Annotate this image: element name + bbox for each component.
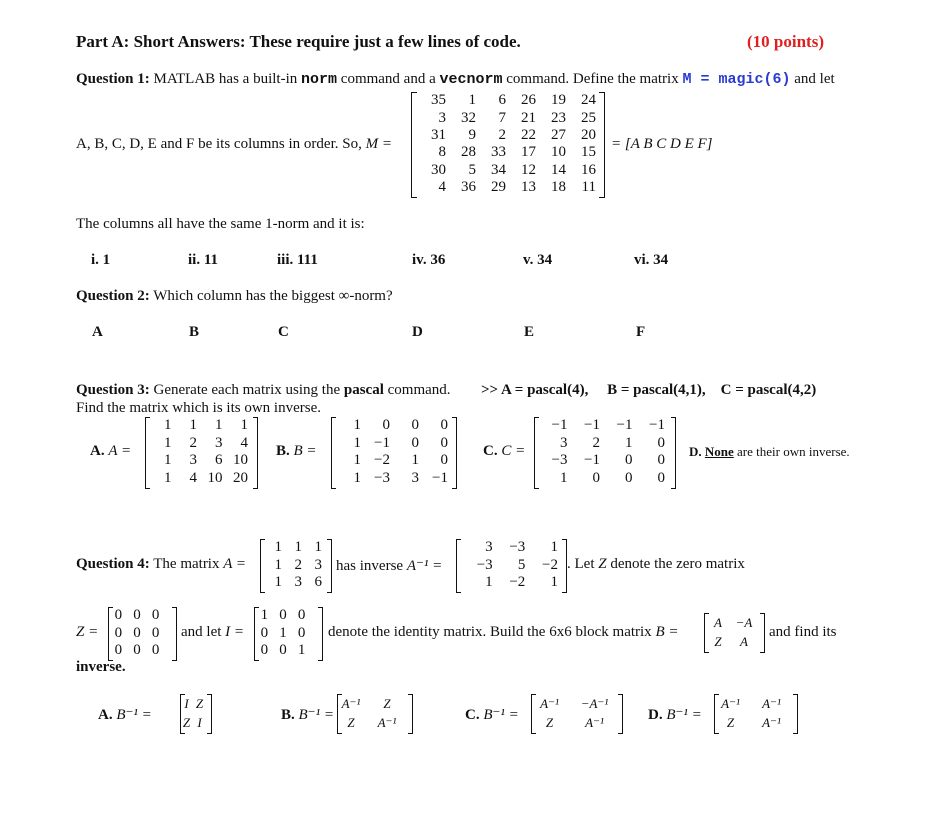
q3-c-right-bracket <box>671 417 676 489</box>
q1-prompt: The columns all have the same 1-norm and it is: <box>76 216 365 232</box>
matrix-cell: 21 <box>521 109 536 126</box>
q4-a-lhs: A = <box>223 556 246 572</box>
q4-opt-c-matrix <box>523 694 623 732</box>
matrix-cell: I <box>197 715 202 730</box>
matrix-cell: 1 <box>164 469 172 486</box>
matrix-cell: −3 <box>374 469 390 486</box>
q4-option-c[interactable] <box>465 705 519 724</box>
q4-opt-d-matrix <box>706 694 798 732</box>
matrix-cell: 7 <box>498 109 506 126</box>
matrix-cell: Z <box>714 634 722 649</box>
matrix-cell: 0 <box>657 452 665 469</box>
matrix-cell: 0 <box>279 641 287 658</box>
matrix-cell: 3 <box>189 452 197 469</box>
q4-option-a[interactable] <box>98 705 152 724</box>
q4-ainv-lhs: A⁻¹ = <box>406 558 443 574</box>
matrix-cell: 23 <box>551 109 566 126</box>
matrix-cell: 30 <box>431 161 446 178</box>
matrix-cell: −1 <box>374 434 390 451</box>
matrix-cell: Z <box>182 715 191 730</box>
matrix-cell: 6 <box>498 92 506 109</box>
q4-text-e: and find its <box>769 624 837 640</box>
matrix-cell: 4 <box>189 469 197 486</box>
matrix-cell: 0 <box>411 434 419 451</box>
q2-option-a[interactable]: A <box>92 324 103 340</box>
q3-b-lhs: B = <box>293 443 317 459</box>
matrix-cell: −A⁻¹ <box>580 696 609 711</box>
q3-d-text: are their own inverse. <box>737 444 850 459</box>
q4-z-lhs: Z = <box>76 624 99 640</box>
matrix-cell: A⁻¹ <box>377 715 397 730</box>
q3-option-d[interactable] <box>689 444 850 460</box>
matrix-cell: 31 <box>431 126 446 143</box>
matrix-cell: A <box>740 634 748 649</box>
q4-and-let: and let <box>181 624 222 640</box>
matrix-cell: 0 <box>625 452 633 469</box>
matrix-cell: 1 <box>274 556 282 573</box>
matrix-cell: 2 <box>294 556 302 573</box>
q4-text-c: denote the zero matrix <box>610 556 745 572</box>
matrix-cell: 3 <box>560 434 568 451</box>
matrix-cell: 0 <box>151 607 160 624</box>
matrix-cell: 14 <box>551 161 566 178</box>
q4-matrix-b <box>700 613 764 651</box>
q1-option-vi[interactable]: vi. 34 <box>634 252 669 268</box>
q4-has-inverse: has inverse <box>336 558 404 574</box>
q3-matrix-a <box>146 417 256 487</box>
matrix-cell: 0 <box>260 624 269 641</box>
q4-i-lhs: I = <box>225 624 245 640</box>
q4-text-d: denote the identity matrix. Build the 6x6 block matrix <box>328 624 652 640</box>
q3-option-a[interactable] <box>90 443 131 460</box>
q2-text: Which column has the biggest ∞-norm? <box>153 288 393 304</box>
q3-c-lhs: C = <box>501 443 526 459</box>
q3-line2: Find the matrix which is its own inverse. <box>76 400 321 416</box>
matrix-cell: 0 <box>657 434 665 451</box>
matrix-cell: 3 <box>485 539 493 556</box>
q4-z-var: Z <box>598 556 607 572</box>
q4-a-right-bracket <box>327 539 332 593</box>
matrix-cell: 0 <box>133 624 141 641</box>
q1-option-iii[interactable]: iii. 111 <box>277 252 318 268</box>
q1-label: Question 1: <box>76 71 150 87</box>
q4-opt-d-lhs: B⁻¹ = <box>666 707 702 723</box>
matrix-cell: 3 <box>294 573 302 590</box>
matrix-cell: 2 <box>189 434 197 451</box>
matrix-cell: A⁻¹ <box>721 696 740 711</box>
matrix-cell: 34 <box>491 161 506 178</box>
matrix-cell: 1 <box>274 539 282 556</box>
matrix-cell: 1 <box>314 539 322 556</box>
matrix-cell: 0 <box>297 624 306 641</box>
matrix-cell: 17 <box>521 144 536 161</box>
q2-option-f[interactable]: F <box>636 324 646 340</box>
q4-matrix-ainv <box>460 539 568 591</box>
q3-d-none: None <box>704 444 734 459</box>
matrix-cell: 1 <box>274 573 282 590</box>
matrix-cell: 10 <box>233 452 248 469</box>
matrix-cell: 20 <box>233 469 248 486</box>
matrix-cell: A <box>714 615 722 630</box>
matrix-cell: 10 <box>207 469 223 486</box>
q4-matrix-z <box>102 607 174 659</box>
q4-option-b[interactable] <box>281 705 334 724</box>
q3-option-c[interactable] <box>483 443 525 460</box>
q2-option-b[interactable]: B <box>189 324 200 340</box>
matrix-cell: 1 <box>550 573 558 590</box>
matrix-cell: 0 <box>592 469 600 486</box>
q1-line1 <box>76 71 835 88</box>
q4-has-inverse-group <box>336 556 442 575</box>
q4-line1-a <box>76 556 246 573</box>
q4-text-d-group <box>328 624 678 641</box>
matrix-cell: −A <box>735 615 753 630</box>
q3-c-label: C. <box>483 443 498 459</box>
matrix-cell: 1 <box>164 417 172 434</box>
matrix-cell: −2 <box>542 556 558 573</box>
matrix-cell: 0 <box>133 607 141 624</box>
q4-i-right-bracket <box>318 607 323 661</box>
matrix-cell: 1 <box>560 469 568 486</box>
matrix-cell: 0 <box>440 417 448 434</box>
matrix-cell: 0 <box>657 469 665 486</box>
matrix-cell: 6 <box>314 573 322 590</box>
matrix-cell: Z <box>383 696 391 711</box>
matrix-cell: 1 <box>294 539 302 556</box>
q1-option-i[interactable]: i. 1 <box>91 252 111 268</box>
matrix-cell: 32 <box>461 109 476 126</box>
matrix-cell: 9 <box>468 126 476 143</box>
q4-opt-d-right-bracket <box>793 694 798 734</box>
matrix-cell: Z <box>545 715 554 730</box>
q4-line1-b <box>567 556 745 573</box>
matrix-cell: 0 <box>151 624 160 641</box>
q3-d-label: D. <box>689 444 702 459</box>
q4-label: Question 4: <box>76 556 150 572</box>
matrix-cell: 10 <box>551 144 566 161</box>
matrix-cell: −3 <box>509 539 526 556</box>
matrix-cell: 0 <box>625 469 633 486</box>
q1-option-v[interactable]: v. 34 <box>523 252 553 268</box>
q4-z-right-bracket <box>172 607 177 661</box>
matrix-cell: 0 <box>151 641 160 658</box>
q3-matrix-c <box>535 417 675 487</box>
matrix-cell: 35 <box>431 92 446 109</box>
q1-code-assign: M = magic(6) <box>682 71 791 88</box>
matrix-cell: 1 <box>189 417 197 434</box>
matrix-cell: 22 <box>521 126 536 143</box>
matrix-cell: 0 <box>440 434 448 451</box>
matrix-cell: 1 <box>485 573 493 590</box>
q4-b-right-bracket <box>760 613 765 653</box>
matrix-cell: A⁻¹ <box>585 715 604 730</box>
matrix-cell: 0 <box>114 624 123 641</box>
q1-matrix-m <box>414 92 604 196</box>
matrix-cell: 26 <box>521 92 536 109</box>
matrix-cell: 18 <box>551 178 566 195</box>
q1-m-lhs: M = <box>365 136 392 152</box>
matrix-cell: 29 <box>491 178 506 195</box>
q4-b-lhs: B = <box>655 624 679 640</box>
q4-opt-b-matrix <box>329 694 411 732</box>
matrix-cell: −3 <box>551 452 568 469</box>
matrix-cell: 1 <box>353 434 361 451</box>
matrix-cell: I <box>184 696 189 711</box>
matrix-cell: 13 <box>521 178 536 195</box>
q3-matrix-b <box>332 417 456 487</box>
matrix-cell: −1 <box>584 452 600 469</box>
q1-code-vecnorm: vecnorm <box>439 71 503 88</box>
q1-lead-line <box>76 136 392 153</box>
matrix-cell: 1 <box>353 452 361 469</box>
matrix-cell: A⁻¹ <box>762 715 781 730</box>
matrix-cell: 1 <box>353 417 361 434</box>
matrix-cell: 4 <box>438 178 446 195</box>
matrix-cell: −1 <box>551 417 568 434</box>
matrix-cell: 12 <box>521 161 536 178</box>
matrix-cell: 1 <box>164 434 172 451</box>
q1-option-iv[interactable]: iv. 36 <box>412 252 446 268</box>
q4-opt-a-right-bracket <box>207 694 212 734</box>
matrix-cell: 1 <box>164 452 172 469</box>
matrix-cell: 1 <box>240 417 248 434</box>
q3-line1 <box>76 382 451 399</box>
q3-commands: >> A = pascal(4), B = pascal(4,1), C = pascal(4,2) <box>481 382 817 398</box>
matrix-cell: 33 <box>491 144 506 161</box>
matrix-cell: 24 <box>581 92 596 109</box>
matrix-cell: 0 <box>133 641 141 658</box>
q4-opt-c-right-bracket <box>618 694 623 734</box>
matrix-cell: 3 <box>411 469 419 486</box>
q1-text-c: command. Define the matrix <box>506 71 679 87</box>
matrix-cell: 6 <box>215 452 223 469</box>
matrix-cell: 0 <box>114 607 123 624</box>
matrix-cell: 1 <box>411 452 419 469</box>
q2-line <box>76 288 393 305</box>
q2-option-d[interactable]: D <box>412 324 423 340</box>
matrix-cell: 0 <box>260 641 269 658</box>
matrix-cell: 3 <box>215 434 223 451</box>
matrix-cell: 15 <box>581 144 596 161</box>
q4-opt-a-label: A. <box>98 707 113 723</box>
matrix-cell: 1 <box>279 624 287 641</box>
q2-option-e[interactable]: E <box>524 324 535 340</box>
q1-code-norm: norm <box>301 71 338 88</box>
q4-matrix-i <box>248 607 320 659</box>
q4-option-d[interactable] <box>648 705 702 724</box>
points-label: (10 points) <box>747 32 824 51</box>
matrix-cell: 1 <box>625 434 633 451</box>
matrix-cell: 0 <box>411 417 419 434</box>
matrix-cell: 19 <box>551 92 566 109</box>
matrix-cell: 2 <box>498 126 506 143</box>
q3-label: Question 3: <box>76 382 150 398</box>
matrix-cell: 0 <box>279 607 287 624</box>
q1-rhs: = [A B C D E F] <box>611 136 713 152</box>
matrix-cell: 5 <box>517 556 526 573</box>
q4-text-a: The matrix <box>153 556 220 572</box>
matrix-cell: 28 <box>461 144 476 161</box>
q3-text-b: command. <box>387 382 451 398</box>
matrix-cell: 4 <box>240 434 248 451</box>
q4-opt-b-lhs: B⁻¹ = <box>298 707 334 723</box>
q4-z-lhs-wrap <box>76 624 98 641</box>
q4-opt-b-right-bracket <box>408 694 413 734</box>
q4-opt-a-lhs: B⁻¹ = <box>116 707 152 723</box>
q1-text-b: command and a <box>340 71 436 87</box>
matrix-cell: 0 <box>382 417 390 434</box>
matrix-cell: 16 <box>581 161 596 178</box>
matrix-cell: 0 <box>297 607 306 624</box>
matrix-cell: −1 <box>584 417 600 434</box>
q2-option-c[interactable]: C <box>278 324 289 340</box>
q4-opt-b-label: B. <box>281 707 295 723</box>
matrix-cell: −1 <box>616 417 633 434</box>
q4-opt-d-label: D. <box>648 707 663 723</box>
matrix-cell: 3 <box>438 109 446 126</box>
matrix-cell: 11 <box>581 178 596 195</box>
matrix-cell: −3 <box>476 556 493 573</box>
matrix-cell: 36 <box>461 178 476 195</box>
matrix-cell: 1 <box>260 607 269 624</box>
q4-opt-c-label: C. <box>465 707 480 723</box>
q4-and-let-group <box>181 624 244 641</box>
q4-opt-c-lhs: B⁻¹ = <box>483 707 519 723</box>
q3-code-pascal: pascal <box>343 382 384 398</box>
matrix-cell: Z <box>726 715 735 730</box>
q3-text: Generate each matrix using the <box>153 382 341 398</box>
matrix-cell: −1 <box>649 417 665 434</box>
matrix-cell: A⁻¹ <box>341 696 361 711</box>
matrix-cell: A⁻¹ <box>762 696 781 711</box>
matrix-cell: A⁻¹ <box>540 696 559 711</box>
matrix-cell: 8 <box>438 144 446 161</box>
matrix-cell: 0 <box>440 452 448 469</box>
matrix-cell: 0 <box>114 641 123 658</box>
matrix-cell: 1 <box>468 92 476 109</box>
matrix-cell: Z <box>347 715 355 730</box>
q1-text-a: MATLAB has a built-in <box>153 71 298 87</box>
q3-b-right-bracket <box>452 417 457 489</box>
q2-label: Question 2: <box>76 288 150 304</box>
matrix-cell: −1 <box>432 469 448 486</box>
q1-lead: A, B, C, D, E and F be its columns in order. So, <box>76 136 362 152</box>
matrix-cell: 25 <box>581 109 596 126</box>
q3-b-label: B. <box>276 443 290 459</box>
q3-option-b[interactable] <box>276 443 317 460</box>
q4-text-b: . Let <box>567 556 595 572</box>
q1-option-ii[interactable]: ii. 11 <box>188 252 219 268</box>
matrix-cell: 1 <box>353 469 361 486</box>
q1-text-d: and let <box>794 71 835 87</box>
q1-m-right-bracket <box>599 92 605 198</box>
matrix-cell: −2 <box>509 573 526 590</box>
q3-a-lhs: A = <box>108 443 132 459</box>
q3-a-right-bracket <box>253 417 258 489</box>
q4-text-f: inverse. <box>76 659 126 675</box>
matrix-cell: 2 <box>592 434 600 451</box>
matrix-cell: −2 <box>374 452 390 469</box>
matrix-cell: 1 <box>215 417 223 434</box>
matrix-cell: 27 <box>551 126 566 143</box>
q4-matrix-a <box>262 539 330 591</box>
matrix-cell: Z <box>195 696 204 711</box>
matrix-cell: 5 <box>468 161 476 178</box>
matrix-cell: 3 <box>314 556 322 573</box>
matrix-cell: 1 <box>297 641 306 658</box>
part-title: Part A: Short Answers: These require just a few lines of code. <box>76 32 521 51</box>
q3-a-label: A. <box>90 443 105 459</box>
matrix-cell: 20 <box>581 126 596 143</box>
matrix-cell: 1 <box>550 539 558 556</box>
